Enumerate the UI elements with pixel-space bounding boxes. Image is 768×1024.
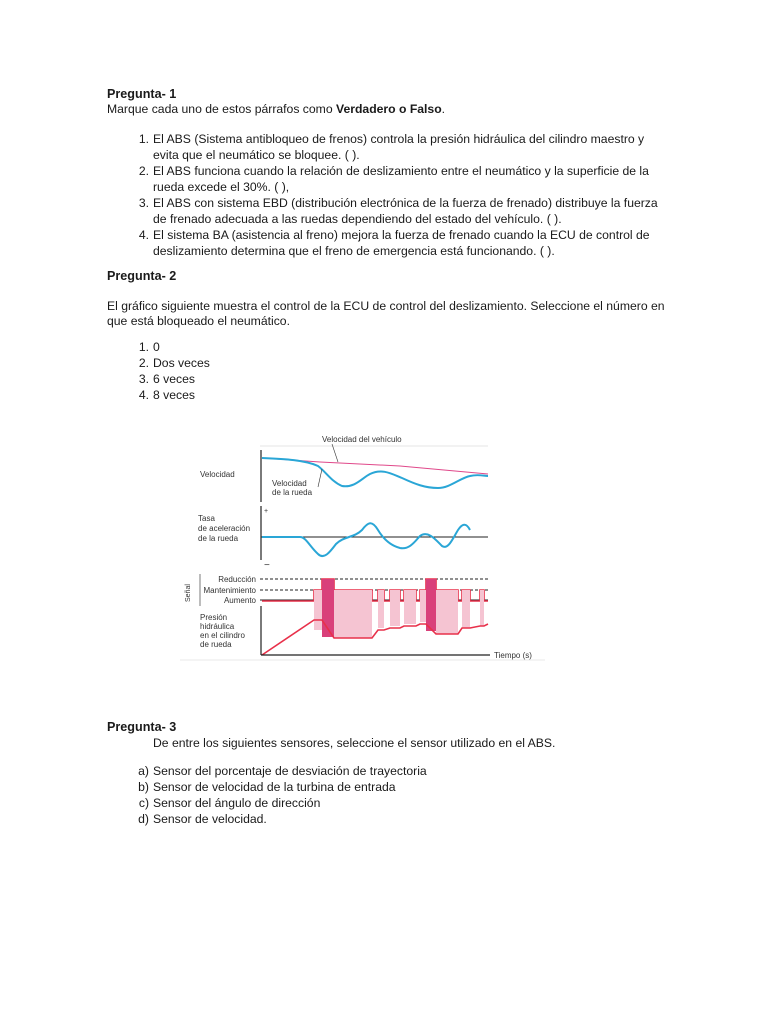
q1-statement-continuation bbox=[153, 243, 658, 259]
hold-region bbox=[334, 590, 372, 638]
reduction-region bbox=[426, 579, 436, 631]
q2-option-text: Dos veces bbox=[153, 356, 210, 370]
q3-option-text: Sensor del ángulo de dirección bbox=[153, 796, 321, 810]
q3-text: De entre los siguientes sensores, seleccione el sensor utilizado en el ABS. bbox=[153, 736, 556, 750]
hold-region bbox=[462, 590, 470, 628]
q1-intro-prefix: Marque cada uno de estos párrafos como bbox=[107, 102, 336, 116]
hold-region bbox=[390, 590, 400, 626]
hold-region bbox=[420, 590, 426, 622]
maintenance-label: Mantenimiento bbox=[203, 586, 256, 595]
q1-intro bbox=[107, 101, 445, 117]
q2-text-line: que está bloqueado el neumático. bbox=[107, 314, 290, 328]
q1-intro-suffix: . bbox=[441, 102, 446, 116]
q3-option-list bbox=[138, 763, 427, 827]
q1-intro-bold: Verdadero o Falso bbox=[336, 102, 442, 116]
hold-region bbox=[404, 590, 416, 624]
pressure-label-line: en el cilindro bbox=[200, 631, 245, 640]
q2-option bbox=[138, 339, 210, 355]
pressure-label-line: hidráulica bbox=[200, 622, 235, 631]
q3-option-text: Sensor de velocidad de la turbina de entrada bbox=[153, 780, 396, 794]
q3-option-letter: b) bbox=[138, 780, 149, 794]
hold-region bbox=[480, 590, 484, 626]
q2-option bbox=[138, 387, 210, 403]
q3-option-letter: c) bbox=[138, 796, 149, 810]
q1-statement-number: 3. bbox=[138, 196, 149, 210]
q3-option bbox=[138, 763, 427, 779]
q1-statement-list bbox=[138, 131, 658, 259]
q2-text-line: El gráfico siguiente muestra el control de la ECU de control del deslizamiento. Seleccione el número en bbox=[107, 299, 665, 313]
q1-statement-continuation bbox=[153, 211, 658, 227]
wheel-speed-pointer bbox=[318, 469, 322, 487]
q2-option-number: 4. bbox=[138, 388, 149, 402]
q1-statement-line: rueda excede el 30%. ( ), bbox=[153, 180, 290, 194]
wheel-speed-label-line: Velocidad bbox=[272, 479, 307, 488]
q3-option bbox=[138, 779, 427, 795]
time-axis-label: Tiempo (s) bbox=[494, 651, 532, 660]
hold-region bbox=[314, 590, 322, 630]
reduction-label: Reducción bbox=[218, 575, 256, 584]
wheel-accel-line bbox=[262, 523, 470, 556]
accel-label-line: Tasa bbox=[198, 514, 215, 523]
q1-statement bbox=[138, 227, 658, 243]
signal-axis-label: Señal bbox=[185, 584, 192, 602]
q2-title: Pregunta- 2 bbox=[107, 269, 177, 283]
q2-option-text: 6 veces bbox=[153, 372, 196, 386]
abs-control-figure bbox=[178, 425, 548, 665]
q3-option-text: Sensor del porcentaje de desviación de trayectoria bbox=[153, 764, 427, 778]
hold-region bbox=[378, 590, 384, 628]
q1-statement-line: deslizamiento determina que el freno de emergencia está funcionando. ( ). bbox=[153, 244, 555, 258]
q1-statement-line: evita que el neumático se bloquee. ( ). bbox=[153, 148, 360, 162]
q2-option-number: 1. bbox=[138, 340, 149, 354]
q1-title: Pregunta- 1 bbox=[107, 87, 177, 101]
q2-option bbox=[138, 371, 210, 387]
minus-sign: − bbox=[264, 560, 270, 571]
q3-option-text: Sensor de velocidad. bbox=[153, 812, 267, 826]
q1-statement-line: El ABS funciona cuando la relación de deslizamiento entre el neumático y la superficie de la bbox=[153, 164, 649, 178]
q3-option-letter: a) bbox=[138, 764, 149, 778]
pressure-label-line: de rueda bbox=[200, 640, 232, 649]
q3-option bbox=[138, 795, 427, 811]
q3-title: Pregunta- 3 bbox=[107, 720, 177, 734]
accel-label-line: de la rueda bbox=[198, 534, 239, 543]
pressure-label-line: Presión bbox=[200, 613, 228, 622]
q3-option-letter: d) bbox=[138, 812, 149, 826]
q1-statement-continuation bbox=[153, 179, 658, 195]
q1-statement-line: El sistema BA (asistencia al freno) mejora la fuerza de frenado cuando la ECU de control de bbox=[153, 228, 650, 242]
accel-label-line: de aceleración bbox=[198, 524, 251, 533]
q1-statement-continuation bbox=[153, 147, 658, 163]
increase-label: Aumento bbox=[223, 596, 256, 605]
q1-statement-line: El ABS (Sistema antibloqueo de frenos) controla la presión hidráulica del cilindro maestro y bbox=[153, 132, 645, 146]
q1-statement-number: 1. bbox=[138, 132, 149, 146]
q1-statement bbox=[138, 131, 658, 147]
vehicle-speed-label: Velocidad del vehículo bbox=[322, 435, 402, 444]
speed-label: Velocidad bbox=[200, 470, 235, 479]
wheel-speed-label-line: de la rueda bbox=[272, 488, 313, 497]
q1-statement bbox=[138, 163, 658, 179]
plus-sign: + bbox=[264, 508, 269, 515]
q2-option-number: 3. bbox=[138, 372, 149, 386]
q1-statement bbox=[138, 195, 658, 211]
hold-region bbox=[436, 590, 458, 634]
q2-option-text: 0 bbox=[153, 340, 160, 354]
q1-statement-number: 2. bbox=[138, 164, 149, 178]
q2-option-text: 8 veces bbox=[153, 388, 196, 402]
q1-statement-line: El ABS con sistema EBD (distribución electrónica de la fuerza de frenado) distribuye la fuerza bbox=[153, 196, 658, 210]
q2-option bbox=[138, 355, 210, 371]
q2-option-number: 2. bbox=[138, 356, 149, 370]
q3-option bbox=[138, 811, 427, 827]
q1-statement-line: de frenado adecuada a las ruedas dependiendo del estado del vehículo. ( ). bbox=[153, 212, 562, 226]
vehicle-speed-pointer bbox=[332, 444, 338, 462]
q2-option-list bbox=[138, 339, 210, 403]
q1-statement-number: 4. bbox=[138, 228, 149, 242]
